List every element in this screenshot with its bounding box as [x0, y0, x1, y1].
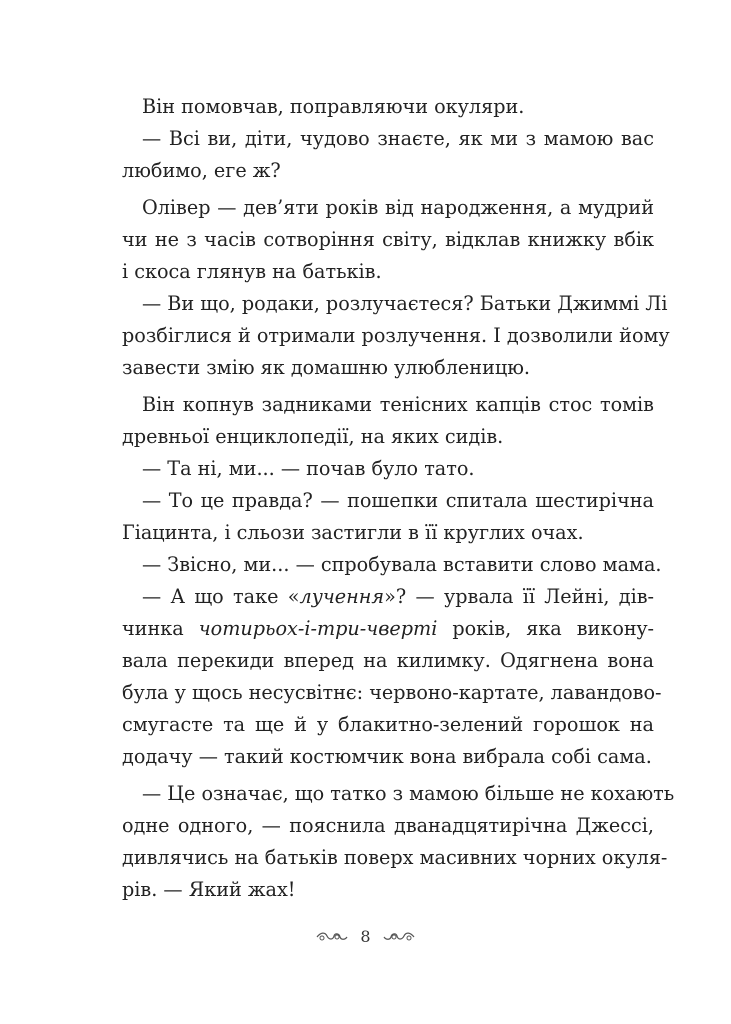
- text-line: Гіацинта, і сльози застигли в її круглих очах.: [122, 521, 584, 544]
- text-line: — Це означає, що татко з мамою більше не кохають: [142, 782, 675, 805]
- text-line: завести змію як домашню улюбленицю.: [122, 356, 530, 379]
- text-line: Олівер — дев’яти років від народження, а мудрий: [142, 196, 654, 219]
- italic-word: чотирьох-і-три-чверті: [198, 617, 438, 640]
- text-line: — Ви що, родаки, розлучаєтеся? Батьки Джиммі Лі: [142, 292, 668, 315]
- italic-word: лучення: [299, 585, 385, 608]
- text-line: — Всі ви, діти, чудово знаєте, як ми з мамою вас: [142, 127, 654, 150]
- text-line: розбіглися й отримали розлучення. І дозволили йому: [122, 324, 670, 347]
- text-line: — То це правда? — пошепки спитала шестирічна: [142, 489, 654, 512]
- text-line: любимо, еге ж?: [122, 159, 281, 182]
- text-segment: чинка: [122, 617, 199, 640]
- text-line: рів. — Який жах!: [122, 878, 296, 901]
- text-segment: »? — урвала її Лейні, дів-: [384, 585, 654, 608]
- text-line: і скоса глянув на батьків.: [122, 260, 382, 283]
- flourish-left-icon: [316, 930, 348, 944]
- text-line: древньої енциклопедії, на яких сидів.: [122, 425, 504, 448]
- text-line: Він копнув задниками тенісних капців стос томів: [142, 393, 654, 416]
- text-line: чи не з часів сотворіння світу, відклав книжку вбік: [122, 228, 654, 251]
- text-line: [122, 613, 654, 645]
- text-line: вала перекиди вперед на килимку. Одягнена вона: [122, 649, 654, 672]
- page-number: 8: [360, 927, 371, 946]
- flourish-right-icon: [383, 930, 415, 944]
- text-line: Він помовчав, поправляючи окуляри.: [142, 95, 525, 118]
- text-line: додачу — такий костюмчик вона вибрала собі сама.: [122, 745, 652, 768]
- text-line: смугасте та ще й у блакитно-зелений горошок на: [122, 713, 654, 736]
- text-line: — Звісно, ми... — спробувала вставити слово мама.: [142, 553, 662, 576]
- text-line: була у щось несусвітнє: червоно-картате, лавандово-: [122, 681, 662, 704]
- text-line: дивлячись на батьків поверх масивних чорних окуля-: [122, 846, 668, 869]
- text-line: — Та ні, ми... — почав було тато.: [142, 457, 475, 480]
- page-footer: [0, 925, 731, 949]
- text-segment: — А що таке «: [142, 585, 300, 608]
- text-segment: років, яка виконy-: [437, 617, 654, 640]
- text-line: одне одного, — пояснила дванадцятирічна Джессі,: [122, 814, 654, 837]
- text-line: [122, 581, 654, 613]
